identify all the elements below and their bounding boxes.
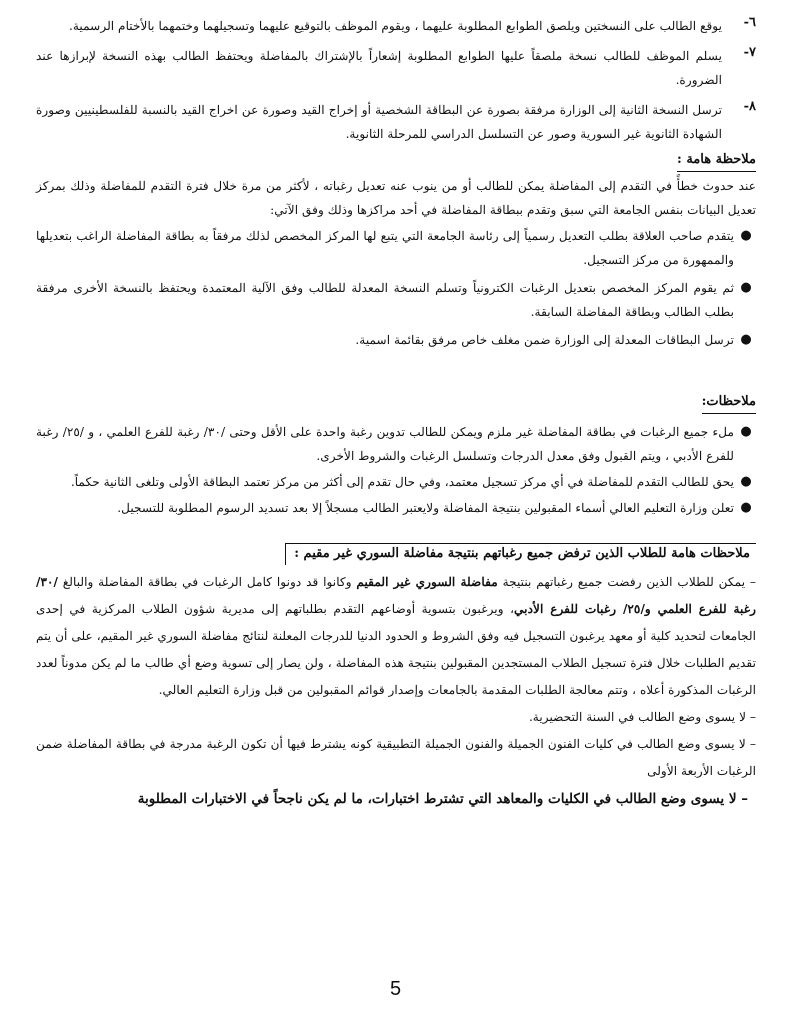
bullet-item <box>36 328 756 352</box>
bullet-item <box>36 420 756 468</box>
item-text: يسلم الموظف للطالب نسخة ملصقاً عليها الطوابع المطلوبة إشعاراً بالإشتراك بالمفاضلة ويحتفظ الطالب بهذه النسخة لإبرازها عند الضرورة. <box>36 49 722 87</box>
notes-heading: ملاحظات: <box>702 392 756 414</box>
list-item <box>36 98 756 146</box>
page-number: 5 <box>389 978 402 1000</box>
important-note-heading: ملاحظة هامة : <box>677 150 756 172</box>
bullet-icon: ● <box>740 228 752 243</box>
important-note-intro: عند حدوث خطأً في التقدم إلى المفاضلة يمكن للطالب أو من ينوب عنه تعديل رغباته ، لأكثر من مرة خلال فترة التقدم للمفاضلة وذلك بمركز تعديل البيانات بنفس الجامعة التي سبق وتقدم ببطاقة المفاضلة في أحد مراكزها وذلك وفق الآتي: <box>36 179 756 217</box>
bullet-item <box>36 496 756 520</box>
bullet-icon: ● <box>740 500 752 515</box>
numbered-list <box>36 14 756 146</box>
rejected-heading: ملاحظات هامة للطلاب الذين ترفض جميع رغباتهم بنتيجة مفاضلة السوري غير مقيم : <box>285 543 756 565</box>
bullet-text: ثم يقوم المركز المخصص بتعديل الرغبات الكترونياً وتسلم النسخة المعدلة للطالب وفق الآلية المعتمدة ويحتفظ بالنسخة الأخرى مرفقة بطلب الطالب وبطاقة المفاضلة السابقة. <box>36 281 734 319</box>
notes-section <box>36 390 756 520</box>
rejected-text: – يمكن للطلاب الذين رفضت جميع رغباتهم بنتيجة <box>497 575 756 589</box>
bullet-icon: ● <box>740 424 752 439</box>
bullet-icon: ● <box>740 474 752 489</box>
bullet-item <box>36 470 756 494</box>
bullet-item <box>36 224 756 272</box>
bullet-icon: ● <box>740 332 752 347</box>
bullet-icon: ● <box>740 280 752 295</box>
rejected-text-bold: مفاضلة السوري غير المقيم <box>356 575 498 589</box>
item-number: ٨- <box>743 99 756 114</box>
rejected-point-bold: – لا يسوى وضع الطالب في الكليات والمعاهد التي تشترط اختبارات، ما لم يكن ناجحاً في الاختبارات المطلوبة <box>137 791 748 807</box>
rejected-text: وكانوا قد دونوا كامل الرغبات في بطاقة المفاضلة والبالغ <box>58 575 357 589</box>
list-item <box>36 14 756 38</box>
document-page <box>36 14 756 813</box>
bullet-text: ملء جميع الرغبات في بطاقة المفاضلة غير ملزم ويمكن للطالب تدوين رغبة واحدة على الأقل وحتى /٣٠/ رغبة للفرع العلمي ، و /٢٥/ رغبة للفرع الأدبي ، ويتم القبول وفق معدل الدرجات وتسلسل الرغبات والشروط الأخرى. <box>36 425 735 463</box>
item-number: ٧- <box>743 45 756 60</box>
rejected-text-bold: /٣٠/ رغبة للفرع العلمي و/٢٥/ رغبات للفرع الأدبي <box>36 575 756 616</box>
rejected-section <box>36 542 756 813</box>
important-note-section <box>36 148 756 352</box>
bullet-text: يتقدم صاحب العلاقة بطلب التعديل رسمياً إلى رئاسة الجامعة التي يتبع لها المركز المخصص لذلك مرفقاً به بطاقة المفاضلة الراغب بتعديلها والممهورة من مركز التسجيل. <box>36 229 734 267</box>
list-item <box>36 44 756 92</box>
bullet-text: يحق للطالب التقدم للمفاضلة في أي مركز تسجيل معتمد، وفي حال تقدم إلى أكثر من مركز تعتمد البطاقة الأولى وتلغى الثانية حكماً. <box>70 475 734 489</box>
rejected-point: – لا يسوى وضع الطالب في كليات الفنون الجميلة والفنون الجميلة التطبيقية كونه يشترط فيها أن تكون الرغبة مدرجة في بطاقة المفاضلة ضمن الرغبات الأربعة الأولى <box>36 737 756 778</box>
item-number: ٦- <box>743 15 756 30</box>
bullet-text: ترسل البطاقات المعدلة إلى الوزارة ضمن مغلف خاص مرفق بقائمة اسمية. <box>355 333 734 347</box>
rejected-text: ، ويرغبون بتسوية أوضاعهم التقدم بطلباتهم إلى مديرية شؤون الطلاب المركزية في إحدى الجامعات لتحديد كلية أو معهد يرغبون التسجيل فيه وفق الشروط و الحدود الدنيا للدرجات المعلنة لنتائج مفاضلة السوري غير المقيم، على أن يتم تقديم الطلبات خلال فترة تسجيل الطلاب المستجدين المقبولين بنتيجة هذه المفاضلة ، ولن يصار إلى تسوية وضع أي طالب ما لم يكن مدوناً لعدد الرغبات المذكورة أعلاه ، وتتم معالجة الطلبات المقدمة بالجامعات وإصدار قوائم المقبولين من قبل وزارة التعليم العالي. <box>36 602 756 697</box>
bullet-text: تعلن وزارة التعليم العالي أسماء المقبولين بنتيجة المفاضلة ولايعتبر الطالب مسجلاً إلا بعد تسديد الرسوم المطلوبة للتسجيل. <box>117 501 734 515</box>
rejected-paragraph <box>36 569 756 704</box>
item-text: يوقع الطالب على النسختين ويلصق الطوابع المطلوبة عليهما ، ويقوم الموظف بالتوقيع عليهما وتسجيلهما وختمهما بالأختام الرسمية. <box>69 19 722 33</box>
rejected-point: – لا يسوى وضع الطالب في السنة التحضيرية. <box>528 710 756 724</box>
bullet-item <box>36 276 756 324</box>
item-text: ترسل النسخة الثانية إلى الوزارة مرفقة بصورة عن البطاقة الشخصية أو إخراج القيد وصورة عن اخراج القيد بالنسبة للفلسطينيين وصورة الشهادة الثانوية غير السورية وصور عن التسلسل الدراسي للمرحلة الثانوية. <box>36 103 722 141</box>
